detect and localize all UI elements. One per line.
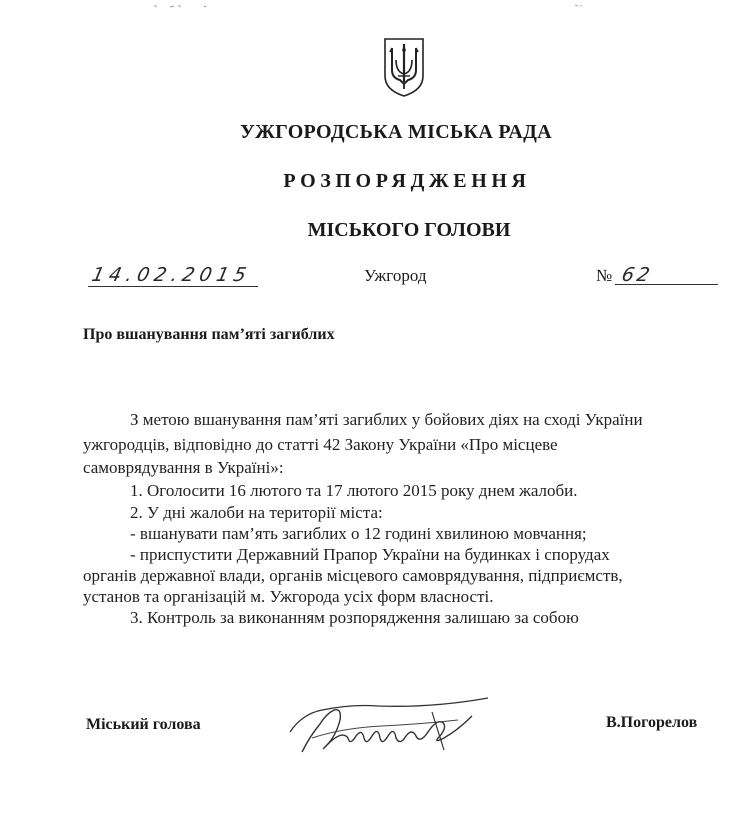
trident-coat-of-arms-icon [382, 36, 426, 98]
handwritten-signature [282, 692, 504, 758]
date-underline [88, 286, 258, 287]
date-city-number-row [0, 266, 738, 296]
body-item-2b-line-2: органів державної влади, органів місцевого самоврядування, підприємств, [83, 566, 623, 585]
body-intro-line-1: З метою вшанування пам’яті загиблих у бойових діях на сході України [130, 410, 643, 429]
body-intro-line-3: самоврядування в Україні»: [83, 458, 284, 477]
document-subject: Про вшанування пам’яті загиблих [83, 326, 335, 343]
document-type: РОЗПОРЯДЖЕННЯ [283, 170, 531, 192]
issuer-title: МІСЬКОГО ГОЛОВИ [307, 219, 511, 241]
body-intro-line-2: ужгородців, відповідно до статті 42 Закону України «Про місцеве [83, 435, 558, 454]
signatory-name: В.Погорелов [606, 714, 698, 731]
body-item-1: 1. Оголосити 16 лютого та 17 лютого 2015 року днем жалоби. [130, 481, 578, 500]
body-item-2: 2. У дні жалоби на території міста: [130, 503, 383, 522]
signatory-title: Міський голова [86, 716, 201, 733]
number-underline [615, 284, 718, 285]
body-item-3: 3. Контроль за виконанням розпорядження залишаю за собою [130, 608, 579, 627]
scan-artifacts [150, 0, 590, 14]
body-item-2b-line-1: - приспустити Державний Прапор України на будинках і спорудах [130, 545, 610, 564]
body-item-2b-line-3: установ та організацій м. Ужгорода усіх форм власності. [83, 587, 494, 606]
number-label: № [596, 266, 613, 285]
body-item-2a: - вшанувати пам’ять загиблих о 12 годині хвилиною мовчання; [130, 524, 587, 543]
document-number: 62 [619, 264, 655, 286]
document-city: Ужгород [364, 266, 427, 285]
document-date: 14.02.2015 [89, 264, 254, 286]
council-name: УЖГОРОДСЬКА МІСЬКА РАДА [240, 121, 552, 143]
